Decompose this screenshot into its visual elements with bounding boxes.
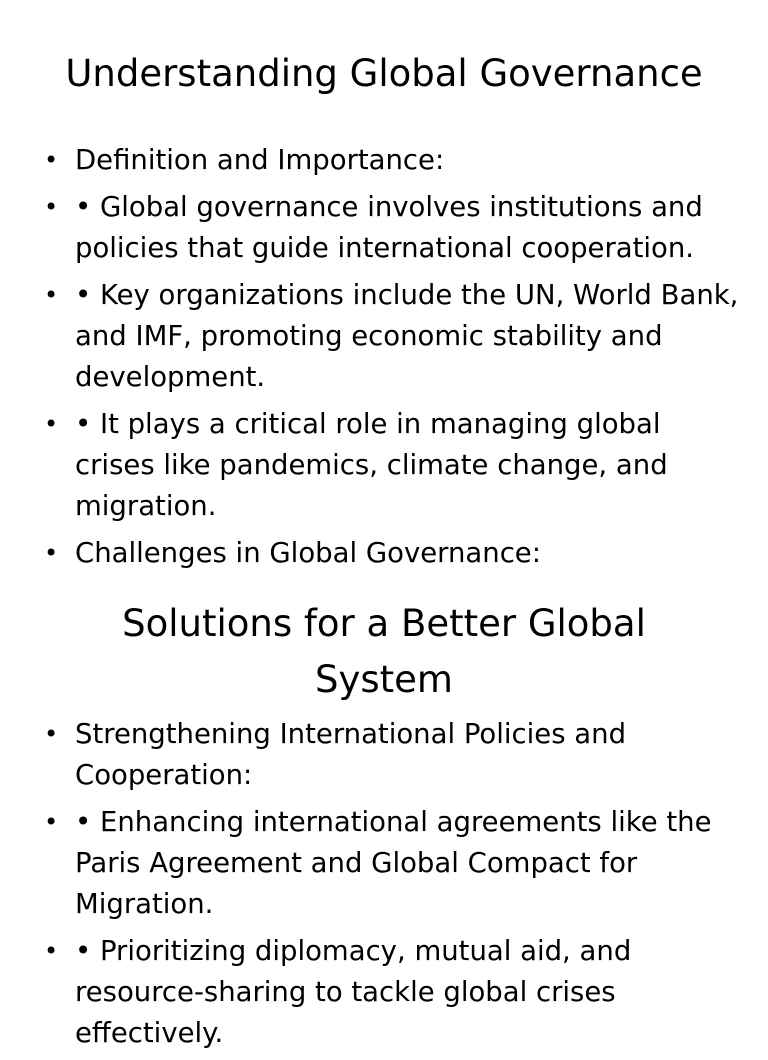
bullet-text: • It plays a critical role in managing global crises like pandemics, climate change, and migration. [75,408,668,522]
bullet-item [44,404,744,527]
bullet-marker-icon: • [44,720,59,748]
bullet-item [44,931,744,1054]
bullet-list [44,714,744,1060]
bullet-marker-icon: • [44,193,59,221]
bullet-text: • Global governance involves institutions and policies that guide international cooperation. [75,191,703,264]
bullet-marker-icon: • [44,410,59,438]
slide-title: Understanding Global Governance [65,52,703,95]
bullet-list [44,140,744,580]
bullet-item [44,187,744,269]
bullet-item [44,802,744,925]
bullet-text: Strengthening International Policies and Cooperation: [75,718,627,791]
bullet-text: Challenges in Global Governance: [75,537,541,569]
bullet-marker-icon: • [44,146,59,174]
bullet-text: • Prioritizing diplomacy, mutual aid, and resource-sharing to tackle global crises effectively. [75,935,632,1049]
bullet-text: • Key organizations include the UN, World Bank, and IMF, promoting economic stability and development. [75,279,739,393]
bullet-marker-icon: • [44,808,59,836]
slide-title: Solutions for a Better Global System [122,602,646,701]
bullet-marker-icon: • [44,539,59,567]
bullet-marker-icon: • [44,937,59,965]
bullet-text: • Enhancing international agreements like the Paris Agreement and Global Compact for Migration. [75,806,712,920]
bullet-item [44,533,744,574]
bullet-item [44,275,744,398]
bullet-marker-icon: • [44,281,59,309]
bullet-text: Definition and Importance: [75,144,445,176]
bullet-item [44,140,744,181]
bullet-item [44,714,744,796]
